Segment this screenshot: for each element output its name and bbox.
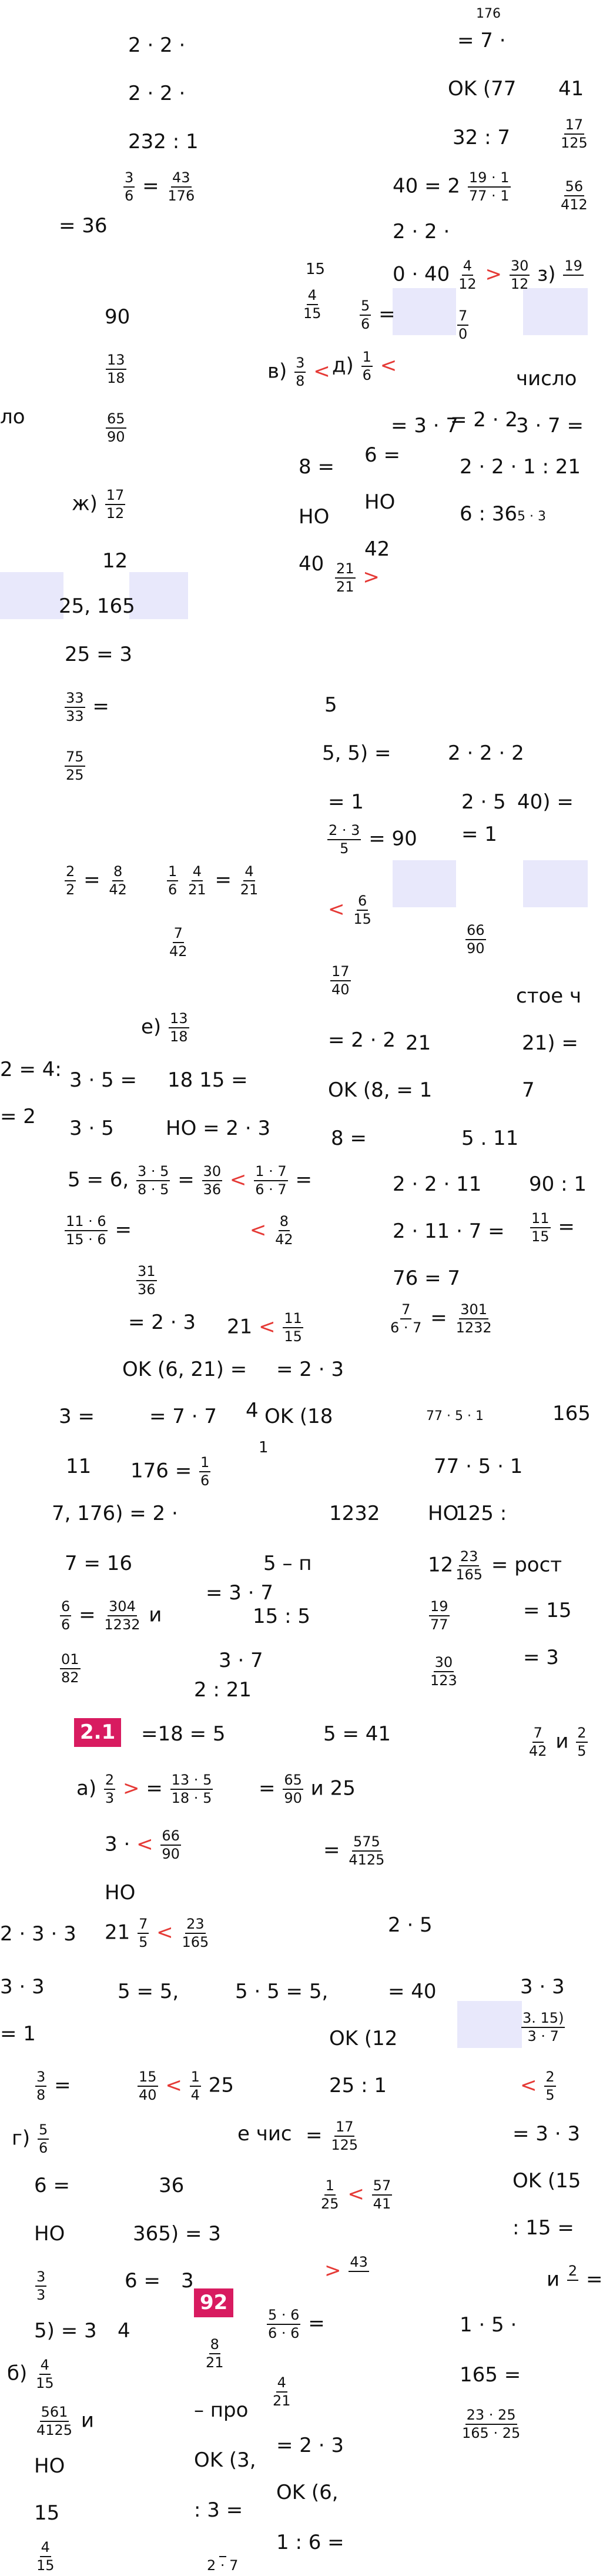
math-line: 2 · 2 · (393, 220, 450, 243)
math-line: 2 · 11 · 7 = (393, 1219, 505, 1243)
math-line: 3 · 3 (520, 1975, 565, 1999)
math-line: д) $\frac{1}{6}$ < (332, 349, 397, 384)
math-line: $\frac{5}{6}$ = (361, 298, 396, 333)
math-line: $\frac{3}{8}$ = (36, 2069, 71, 2104)
math-line: 165 = (460, 2363, 521, 2387)
math-line: 1232 (329, 1502, 380, 1525)
math-line: = 2 · 3 (276, 1358, 344, 1381)
math-line: – про (194, 2398, 249, 2422)
math-line: 3 · < $\frac{66}{90}$ (105, 1827, 180, 1863)
math-line: > 43 (324, 2254, 368, 2283)
math-line: = 2 · 2 (450, 408, 518, 432)
math-line: = 7 · 7 (149, 1405, 217, 1428)
math-line: $\frac{7}{6 \cdot 7}$ = $\frac{301}{1232}$ (390, 1301, 492, 1337)
math-line: < $\frac{2}{5}$ (520, 2069, 555, 2104)
cutout-block (523, 288, 588, 335)
math-line: 40) = (517, 790, 574, 814)
math-line: OK (6, 21) = (122, 1358, 247, 1381)
math-line: 25 = 3 (65, 643, 132, 666)
math-line: = 1 (328, 790, 364, 814)
math-line: $\frac{17}{40}$ (331, 963, 350, 998)
math-line: $\frac{4}{21}$ (273, 2374, 291, 2410)
math-line: 4 (246, 1399, 259, 1422)
math-line: 4 (118, 2319, 130, 2343)
math-line: = 40 (388, 1980, 437, 2003)
math-line: : 3 = (194, 2498, 243, 2522)
cutout-block (0, 572, 63, 619)
math-line: 2 · 2 · 11 (393, 1172, 482, 1196)
math-line: $\frac{3. 15)}{3 \cdot 7}$ (522, 2010, 564, 2045)
math-line: $\frac{15}{40}$ < $\frac{1}{4}$ 25 (139, 2069, 235, 2104)
math-line: 15 : 5 (253, 1605, 310, 1628)
math-line: 5 · 3 (517, 509, 546, 524)
math-line: 5, 5) = (322, 741, 391, 765)
math-line: OK (77 (448, 77, 517, 101)
math-line: ло (0, 405, 25, 429)
math-line: 165 (552, 1402, 591, 1425)
math-line: 3 · 7 (219, 1649, 263, 1672)
math-line: $\frac{8}{21}$ (206, 2336, 224, 2371)
math-line: 6 = (34, 2174, 70, 2197)
math-line: < $\frac{6}{15}$ (328, 893, 371, 928)
math-line: $\frac{6}{6}$ = $\frac{304}{1232}$ и (61, 1598, 162, 1633)
math-line: OK (3, (194, 2448, 256, 2472)
math-line: 21) = (522, 1031, 578, 1055)
math-line: OK (8, = 1 (328, 1078, 433, 1102)
math-line: 1 (259, 1439, 269, 1456)
math-line: $\frac{1}{6}$ $\frac{4}{21}$ = $\frac{4}{21}$ (168, 863, 259, 898)
math-line: 2 · 7 (205, 2540, 240, 2573)
math-line: $\frac{11 \cdot 6}{15 \cdot 6}$ = < $\frac{8}{42}$ (66, 1213, 293, 1248)
math-line: $\frac{3}{3}$ (36, 2268, 46, 2304)
math-line: 76 = 7 (393, 1267, 460, 1290)
math-line: OK (18 (264, 1405, 333, 1428)
math-line: OK (12 (329, 2027, 398, 2050)
math-line: $\frac{2 \cdot 3}{5}$ = 90 (329, 822, 417, 857)
math-line: = 1 (0, 2022, 36, 2046)
math-line: в) $\frac{3}{8}$ < (267, 355, 330, 390)
math-line: 5 (324, 693, 337, 717)
math-line: стое ч (516, 984, 582, 1008)
math-line: $\frac{30}{123}$ (430, 1654, 457, 1689)
cutout-block (393, 860, 456, 907)
math-line: $\frac{4}{15}$ (303, 287, 321, 322)
math-line: = 2 · 3 (128, 1311, 196, 1334)
math-line: 5) = 3 (34, 2319, 97, 2343)
math-line: = 7 · (457, 29, 506, 52)
math-line: 365) = 3 (133, 2222, 221, 2246)
math-line: 176 = $\frac{1}{6}$ (130, 1454, 210, 1489)
math-line: 21 < $\frac{11}{15}$ (227, 1310, 302, 1345)
math-line: $\frac{17}{125}$ (561, 116, 588, 152)
math-line: 5 = 41 (323, 1722, 391, 1746)
math-line: 2 · 5 (388, 1913, 433, 1937)
math-line: б) $\frac{4}{15}$ (7, 2357, 54, 2392)
math-line: 90 : 1 (529, 1172, 587, 1196)
math-line: $\frac{66}{90}$ (467, 922, 485, 957)
math-line: НО (364, 490, 396, 514)
math-line: 3 · 5 = (69, 1068, 137, 1092)
math-line: НО (34, 2222, 65, 2246)
math-line: $\frac{31}{36}$ (138, 1263, 156, 1298)
exercise-badge: 92 (194, 2288, 233, 2317)
math-line: 125 : (455, 1502, 507, 1525)
math-line: = $\frac{575}{4125}$ (323, 1833, 385, 1869)
math-line: НО = 2 · 3 (166, 1117, 271, 1140)
math-line: $\frac{2}{2}$ = $\frac{8}{42}$ (66, 863, 127, 898)
math-line: $\frac{4}{15}$ (36, 2539, 55, 2574)
math-line: 90 (105, 305, 130, 329)
math-line: $\frac{56}{412}$ (561, 178, 588, 213)
math-line: $\frac{21}{21}$ > (336, 560, 380, 596)
math-line: 2 · 2 · 2 (448, 741, 524, 765)
math-line: 42 (364, 537, 390, 561)
math-line: 2 · 2 · (460, 455, 517, 479)
math-line: 77 · 5 · 1 (434, 1455, 523, 1478)
math-line: 12 (102, 549, 128, 573)
math-line: 2 = 4: (0, 1058, 62, 1081)
math-line: НО (299, 505, 330, 529)
math-line: НО (428, 1502, 459, 1525)
math-line: 176 (476, 6, 501, 21)
math-line: 5 = 6, $\frac{3 \cdot 5}{8 \cdot 5}$ = $\frac{30}{36}$ < $\frac{1 \cdot 7}{6 \cdot 7}$ = (68, 1163, 312, 1198)
math-line: = 2 (0, 1105, 36, 1128)
math-line: а) $\frac{2}{3}$ > = $\frac{13 \cdot 5}{18 \cdot 5}$ (76, 1772, 212, 1807)
math-line: 15 (34, 2501, 60, 2525)
math-line: 40 = 2 $\frac{19 \cdot 1}{77 \cdot 1}$ (393, 169, 510, 205)
math-line: 8 = (331, 1127, 367, 1150)
math-line: 18 15 = (168, 1068, 248, 1092)
math-line: $\frac{33}{33}$ = (66, 690, 109, 725)
math-line: : 15 = (512, 2216, 574, 2240)
math-line: OK (15 (512, 2169, 581, 2193)
math-line: 232 : 1 (128, 130, 199, 153)
math-line: $\frac{01}{82}$ (61, 1651, 79, 1686)
cutout-block (523, 860, 588, 907)
math-line: г) $\frac{5}{6}$ (12, 2121, 48, 2157)
math-line: 21 (406, 1031, 431, 1055)
math-line: и 2 = (547, 2263, 603, 2291)
math-line: 2 · 2 · (128, 34, 186, 57)
math-line: 3 = (59, 1405, 95, 1428)
math-line: 3 (181, 2269, 194, 2293)
math-line: 3 · 5 (69, 1117, 114, 1140)
math-line: $\frac{561}{4125}$ и (36, 2404, 94, 2439)
math-line: 3 · 3 (0, 1975, 45, 1999)
math-line: $\frac{23 \cdot 25}{165 \cdot 25}$ (462, 2407, 521, 2442)
math-line: НО (34, 2454, 65, 2478)
math-line: 7 = 16 (65, 1552, 132, 1575)
math-line: 5 · 5 = 5, (235, 1980, 329, 2003)
cutout-block (457, 2001, 522, 2048)
math-line: 6 = (125, 2269, 160, 2293)
math-line: 1 : 21 (523, 455, 581, 479)
math-line: = 2 · 2 (328, 1028, 396, 1052)
math-line: $\frac{13}{18}$ (107, 352, 125, 387)
math-line: 41 (558, 77, 584, 101)
math-line: 7, 176) = 2 · (52, 1502, 178, 1525)
math-line: $\frac{3}{6}$ = $\frac{43}{176}$ (125, 169, 195, 205)
math-line: 6 : 36 (460, 502, 517, 526)
math-line: OK (6, (276, 2481, 339, 2504)
math-line: 36 (159, 2174, 185, 2197)
math-line: $\frac{75}{25}$ (66, 749, 84, 784)
math-line: 11 (66, 1455, 92, 1478)
math-line: 1 · 5 · (460, 2313, 517, 2337)
math-line: = 15 (523, 1599, 572, 1622)
math-line: 0 · 40 $\frac{4}{12}$ > $\frac{30}{12}$ з) 19 (393, 258, 582, 293)
math-line: 40 (299, 552, 324, 576)
math-line: = 2 · 3 (276, 2434, 344, 2457)
math-line: 2 · 5 (461, 790, 506, 814)
math-line: число (516, 367, 577, 390)
math-line: = $\frac{17}{125}$ (306, 2119, 359, 2154)
math-line: = 3 · 7 (206, 1581, 273, 1605)
math-line: $\frac{7}{0}$ (458, 308, 468, 343)
math-line: = 3 · 3 (512, 2122, 580, 2146)
math-line: 5 . 11 (461, 1127, 519, 1150)
math-line: = $\frac{65}{90}$ и 25 (259, 1772, 356, 1807)
math-line: $\frac{5 \cdot 6}{6 \cdot 6}$ = (268, 2307, 325, 2342)
math-line: 32 : 7 (453, 126, 510, 149)
math-line: е чис (237, 2122, 292, 2146)
math-line: е) $\frac{13}{18}$ (141, 1010, 188, 1045)
cutout-block (393, 288, 456, 335)
math-line: =18 = 5 (141, 1722, 226, 1746)
math-line: ж) $\frac{17}{12}$ (72, 487, 125, 522)
math-line: $\frac{7}{42}$ (169, 925, 187, 960)
math-line: $\frac{7}{42}$ и $\frac{2}{5}$ (529, 1725, 587, 1760)
math-line: = 3 (523, 1646, 559, 1669)
math-line: 12 $\frac{23}{165}$ = рост (428, 1548, 562, 1583)
math-line: 6 = (364, 443, 400, 467)
math-line: = 36 (59, 214, 108, 238)
math-line: 1 : 6 = (276, 2531, 344, 2554)
math-line: 77 · 5 · 1 (426, 1409, 484, 1424)
exercise-badge: 2.1 (74, 1718, 121, 1747)
math-line: $\frac{19}{77}$ (430, 1598, 448, 1633)
math-line: 2 · 2 · (128, 82, 186, 105)
math-line: 25 : 1 (329, 2074, 387, 2097)
math-line: = 3 · 7 (391, 414, 458, 437)
math-line: $\frac{11}{15}$ = (531, 1210, 575, 1245)
math-line: 2 : 21 (194, 1678, 252, 1702)
math-line: 7 (522, 1078, 535, 1102)
cutout-block (129, 572, 188, 619)
math-line: 5 = 5, (118, 1980, 179, 2003)
math-line: 15 (306, 260, 326, 278)
math-line: 5 – п (263, 1552, 312, 1575)
math-line: 2 · 3 · 3 (0, 1922, 76, 1946)
math-line: 8 = (299, 455, 334, 479)
math-line: = 1 (461, 823, 497, 846)
math-line: 21 $\frac{7}{5}$ < $\frac{23}{165}$ (105, 1916, 209, 1951)
math-line: 3 · 7 = (516, 414, 584, 437)
math-line: $\frac{1}{25}$ < $\frac{57}{41}$ (321, 2177, 391, 2213)
math-line: 25, 165 (59, 594, 135, 618)
math-line: $\frac{65}{90}$ (107, 410, 125, 446)
math-line: НО (105, 1881, 136, 1905)
